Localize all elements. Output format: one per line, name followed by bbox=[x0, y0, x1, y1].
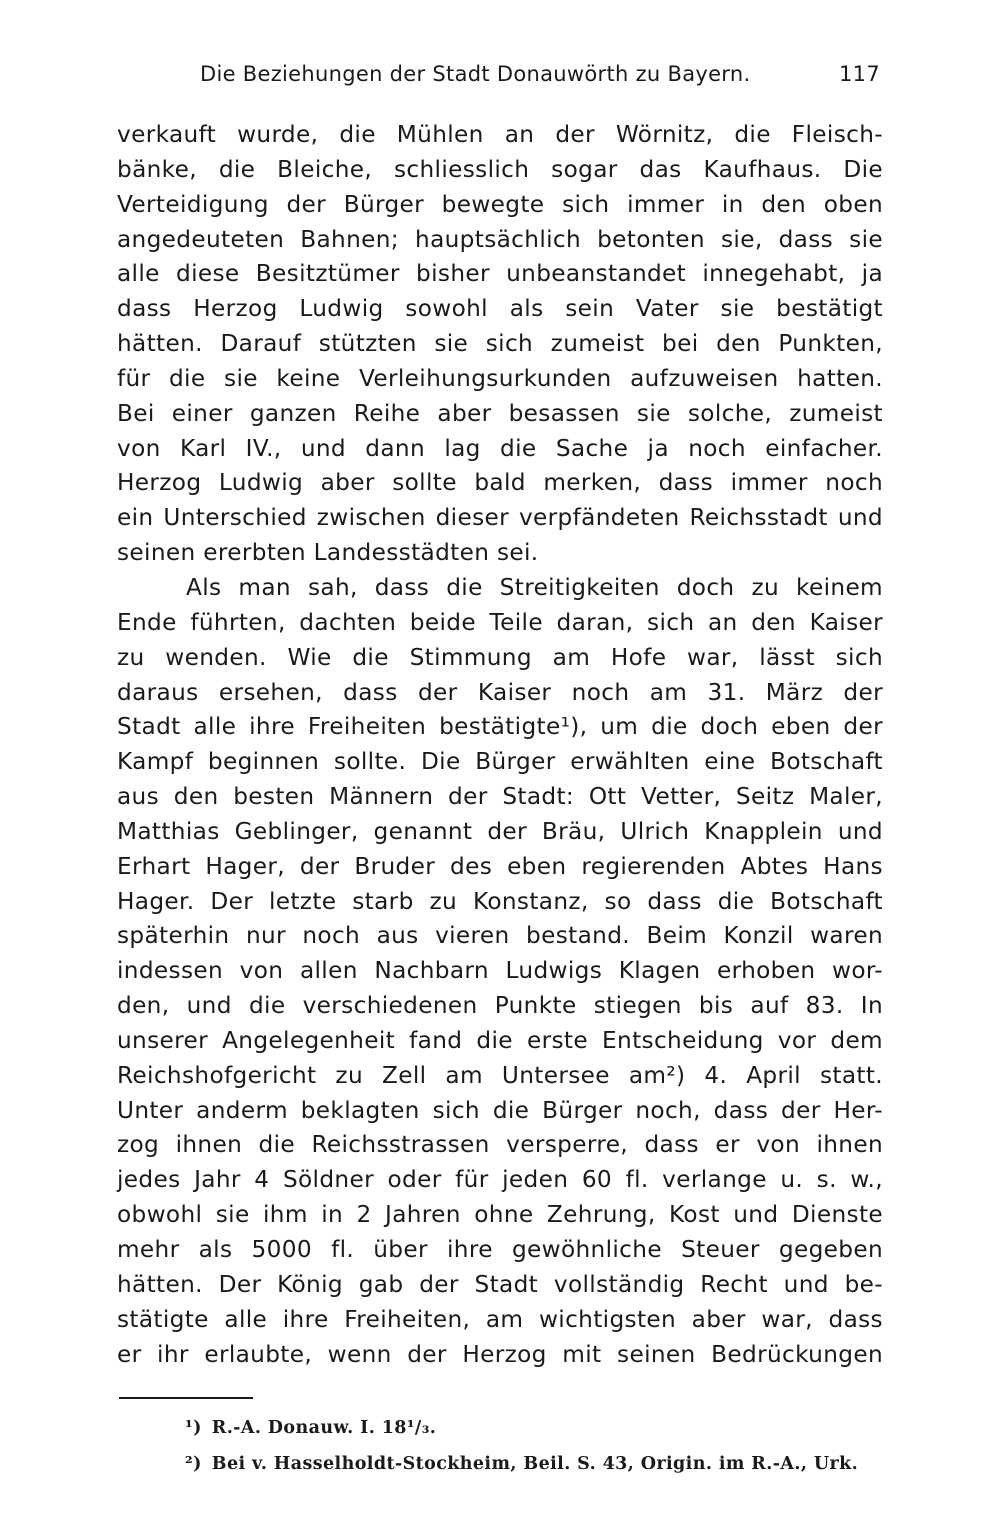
paragraph-start-line: Als man sah, dass die Streitigkeiten doch zu keinem bbox=[186, 573, 883, 601]
text-line: aus den besten Männern der Stadt: Ott Vetter, Seitz Maler, bbox=[117, 783, 883, 811]
text-line: mehr als 5000 fl. über ihre gewöhnliche Steuer gegeben bbox=[117, 1236, 883, 1263]
footnote-text: R.-A. Donauw. I. 18¹/₃. bbox=[211, 1418, 437, 1438]
text-line: alle diese Besitztümer bisher unbeanstandet innegehabt, ja bbox=[117, 260, 883, 288]
body-text bbox=[117, 118, 883, 1372]
text-line: Herzog Ludwig aber sollte bald merken, dass immer noch bbox=[117, 469, 883, 497]
text-line: hätten. Der König gab der Stadt vollständig Recht und be- bbox=[117, 1270, 883, 1298]
text-line: ein Unterschied zwischen dieser verpfändeten Reichsstadt und bbox=[117, 504, 883, 532]
text-line: den, und die verschiedenen Punkte stiegen bis auf 83. In bbox=[117, 992, 883, 1020]
text-line: für die sie keine Verleihungsurkunden aufzuweisen hatten. bbox=[117, 364, 883, 392]
footnote-divider bbox=[119, 1397, 253, 1399]
text-line: obwohl sie ihm in 2 Jahren ohne Zehrung, Kost und Dienste bbox=[117, 1201, 883, 1229]
footnote bbox=[185, 1446, 885, 1482]
footnote-text: Bei v. Hasselholdt-Stockheim, Beil. S. 43, Origin. im R.-A., Urk. bbox=[211, 1454, 859, 1474]
text-line: Hager. Der letzte starb zu Konstanz, so dass die Botschaft bbox=[117, 887, 883, 915]
text-line: Matthias Geblinger, genannt der Bräu, Ulrich Knapplein und bbox=[117, 817, 883, 845]
running-title: Die Beziehungen der Stadt Donauwörth zu Bayern. bbox=[200, 62, 751, 86]
text-line: Kampf beginnen sollte. Die Bürger erwählten eine Botschaft bbox=[117, 748, 883, 776]
text-line: Stadt alle ihre Freiheiten bestätigte¹), um die doch eben der bbox=[117, 713, 883, 741]
text-line: daraus ersehen, dass der Kaiser noch am 31. März der bbox=[117, 678, 883, 706]
text-line: zog ihnen die Reichsstrassen versperre, dass er von ihnen bbox=[117, 1131, 883, 1159]
text-line: unserer Angelegenheit fand die erste Entscheidung vor dem bbox=[117, 1026, 883, 1054]
text-line: dass Herzog Ludwig sowohl als sein Vater sie bestätigt bbox=[117, 295, 883, 323]
page-number: 117 bbox=[839, 62, 880, 86]
text-line: Bei einer ganzen Reihe aber besassen sie solche, zumeist bbox=[117, 399, 883, 427]
text-line: hätten. Darauf stützten sie sich zumeist bei den Punkten, bbox=[117, 330, 883, 358]
text-line: angedeuteten Bahnen; hauptsächlich betonten sie, dass sie bbox=[117, 225, 883, 253]
text-line: Erhart Hager, der Bruder des eben regierenden Abtes Hans bbox=[117, 852, 883, 880]
text-line: jedes Jahr 4 Söldner oder für jeden 60 fl. verlange u. s. w., bbox=[117, 1166, 883, 1194]
text-line: Ende führten, dachten beide Teile daran, sich an den Kaiser bbox=[117, 608, 883, 636]
text-line: bänke, die Bleiche, schliesslich sogar das Kaufhaus. Die bbox=[117, 155, 883, 183]
text-line: zu wenden. Wie die Stimmung am Hofe war, lässt sich bbox=[117, 643, 883, 671]
page-header bbox=[200, 62, 880, 102]
text-line: späterhin nur noch aus vieren bestand. Beim Konzil waren bbox=[117, 922, 883, 950]
text-line: Reichshofgericht zu Zell am Untersee am²) 4. April statt. bbox=[117, 1061, 883, 1089]
text-line: stätigte alle ihre Freiheiten, am wichtigsten aber war, dass bbox=[117, 1305, 883, 1333]
footnote-marker: ¹) bbox=[185, 1418, 202, 1438]
text-line: verkauft wurde, die Mühlen an der Wörnitz, die Fleisch- bbox=[117, 121, 883, 148]
footnote-marker: ²) bbox=[185, 1454, 202, 1474]
text-line: indessen von allen Nachbarn Ludwigs Klagen erhoben wor- bbox=[117, 957, 883, 985]
text-line: er ihr erlaubte, wenn der Herzog mit seinen Bedrückungen bbox=[117, 1340, 883, 1368]
text-line: Verteidigung der Bürger bewegte sich immer in den oben bbox=[117, 190, 883, 218]
footnote bbox=[185, 1410, 885, 1446]
text-line: von Karl IV., und dann lag die Sache ja noch einfacher. bbox=[117, 434, 883, 462]
paragraph-end-line: seinen ererbten Landesstädten sei. bbox=[117, 539, 539, 567]
text-line: Unter anderm beklagten sich die Bürger noch, dass der Her- bbox=[117, 1096, 883, 1124]
footnotes bbox=[185, 1410, 885, 1482]
